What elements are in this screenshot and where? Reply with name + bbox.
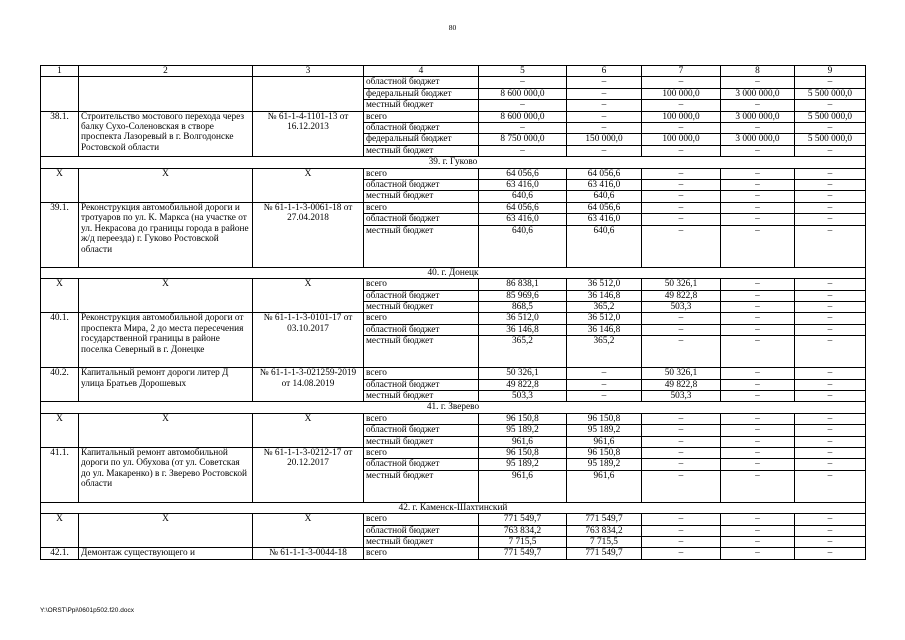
value-cell: 7 715,5	[567, 537, 642, 548]
value-cell: 49 822,8	[642, 290, 721, 301]
value-cell: –	[721, 225, 795, 267]
value-cell: 640,6	[567, 191, 642, 202]
column-number: 2	[79, 66, 253, 77]
value-cell: –	[721, 336, 795, 368]
table-row	[41, 202, 866, 213]
budget-label: всего	[364, 548, 479, 559]
value-cell: –	[642, 514, 721, 525]
column-number: 6	[567, 66, 642, 77]
value-cell: –	[642, 214, 721, 225]
value-cell: –	[721, 202, 795, 213]
value-cell: 868,5	[479, 301, 567, 312]
object-name: Капитальный ремонт автомобильной дороги по ул. Обухова (от ул. Советская до ул. Макаренко) в г. Зверево Ростовской области	[79, 447, 253, 502]
object-name: Строительство мостового перехода через балку Сухо-Соленовская в створе проспекта Лазоревый в г. Волгодонске Ростовской области	[79, 111, 253, 157]
value-cell: –	[795, 279, 866, 290]
value-cell: –	[642, 548, 721, 559]
value-cell: 64 056,6	[479, 168, 567, 179]
value-cell: –	[567, 390, 642, 401]
value-cell: –	[479, 145, 567, 156]
value-cell: –	[642, 447, 721, 458]
table-row	[41, 514, 866, 525]
budget-label: всего	[364, 368, 479, 379]
value-cell: –	[567, 88, 642, 99]
value-cell: –	[795, 202, 866, 213]
table-row	[41, 77, 866, 88]
value-cell: –	[721, 290, 795, 301]
value-cell: 100 000,0	[642, 88, 721, 99]
x-mark: Х	[253, 514, 364, 548]
budget-label: местный бюджет	[364, 191, 479, 202]
budget-label: федеральный бюджет	[364, 134, 479, 145]
value-cell: –	[795, 514, 866, 525]
value-cell: 640,6	[567, 225, 642, 267]
financing-table	[40, 65, 866, 560]
budget-label: местный бюджет	[364, 301, 479, 312]
value-cell: –	[795, 470, 866, 502]
value-cell: 3 000 000,0	[721, 134, 795, 145]
value-cell: –	[642, 145, 721, 156]
value-cell: 50 326,1	[642, 368, 721, 379]
registration-number: № 61-1-4-1101-13 от 16.12.2013	[253, 111, 364, 157]
city-header-row	[41, 157, 866, 168]
value-cell: –	[479, 77, 567, 88]
value-cell: –	[795, 525, 866, 536]
value-cell: 36 146,8	[567, 290, 642, 301]
value-cell: 100 000,0	[642, 134, 721, 145]
value-cell: –	[721, 425, 795, 436]
value-cell: –	[795, 214, 866, 225]
value-cell: –	[795, 100, 866, 111]
value-cell: –	[721, 470, 795, 502]
value-cell: 503,3	[642, 301, 721, 312]
value-cell: 763 834,2	[479, 525, 567, 536]
value-cell: –	[642, 436, 721, 447]
value-cell: 63 416,0	[567, 214, 642, 225]
value-cell: –	[642, 202, 721, 213]
table-row	[41, 111, 866, 122]
budget-label: областной бюджет	[364, 180, 479, 191]
value-cell: –	[567, 145, 642, 156]
value-cell: –	[795, 290, 866, 301]
value-cell: 8 600 000,0	[479, 111, 567, 122]
value-cell: –	[721, 301, 795, 312]
value-cell: –	[721, 447, 795, 458]
value-cell: –	[642, 336, 721, 368]
value-cell: –	[795, 168, 866, 179]
value-cell: 5 500 000,0	[795, 88, 866, 99]
value-cell: 771 549,7	[567, 548, 642, 559]
value-cell: –	[795, 379, 866, 390]
value-cell: 36 512,0	[567, 279, 642, 290]
budget-label: всего	[364, 202, 479, 213]
value-cell: –	[721, 123, 795, 134]
value-cell: –	[642, 470, 721, 502]
registration-number: № 61-1-1-3-0061-18 от 27.04.2018	[253, 202, 364, 267]
x-mark: Х	[253, 168, 364, 202]
x-mark: Х	[79, 168, 253, 202]
value-cell: –	[795, 145, 866, 156]
value-cell: 95 189,2	[567, 425, 642, 436]
value-cell: –	[479, 100, 567, 111]
value-cell: –	[642, 313, 721, 324]
value-cell: –	[721, 168, 795, 179]
value-cell: 365,2	[567, 336, 642, 368]
value-cell: –	[479, 123, 567, 134]
value-cell: 86 838,1	[479, 279, 567, 290]
value-cell: –	[642, 425, 721, 436]
x-mark: Х	[41, 514, 79, 548]
item-number: 42.1.	[41, 548, 79, 559]
budget-label: всего	[364, 447, 479, 458]
budget-label: всего	[364, 279, 479, 290]
value-cell: 640,6	[479, 225, 567, 267]
value-cell: –	[721, 77, 795, 88]
value-cell: –	[721, 459, 795, 470]
value-cell: –	[795, 459, 866, 470]
value-cell: –	[795, 77, 866, 88]
value-cell: 150 000,0	[567, 134, 642, 145]
value-cell: –	[721, 525, 795, 536]
value-cell: –	[642, 413, 721, 424]
value-cell: 50 326,1	[479, 368, 567, 379]
city-header-row	[41, 267, 866, 278]
empty-cell	[253, 77, 364, 111]
value-cell: 63 416,0	[567, 180, 642, 191]
value-cell: –	[567, 100, 642, 111]
budget-label: всего	[364, 413, 479, 424]
value-cell: –	[721, 390, 795, 401]
column-number: 5	[479, 66, 567, 77]
value-cell: –	[567, 123, 642, 134]
object-name: Капитальный ремонт дороги литер Д улица Братьев Дорошевых	[79, 368, 253, 402]
value-cell: –	[721, 313, 795, 324]
value-cell: –	[795, 537, 866, 548]
budget-label: областной бюджет	[364, 123, 479, 134]
value-cell: –	[721, 191, 795, 202]
budget-label: областной бюджет	[364, 379, 479, 390]
value-cell: 8 750 000,0	[479, 134, 567, 145]
city-title: 41. г. Зверево	[41, 402, 866, 413]
value-cell: 503,3	[479, 390, 567, 401]
value-cell: –	[721, 368, 795, 379]
empty-cell	[41, 77, 79, 111]
value-cell: –	[721, 214, 795, 225]
value-cell: 96 150,8	[479, 447, 567, 458]
value-cell: 771 549,7	[567, 514, 642, 525]
value-cell: –	[567, 111, 642, 122]
x-mark: Х	[79, 413, 253, 447]
value-cell: –	[642, 123, 721, 134]
page-number: 80	[448, 23, 457, 32]
value-cell: 96 150,8	[567, 447, 642, 458]
value-cell: –	[795, 301, 866, 312]
budget-label: областной бюджет	[364, 290, 479, 301]
value-cell: –	[721, 324, 795, 335]
value-cell: 771 549,7	[479, 548, 567, 559]
value-cell: –	[721, 180, 795, 191]
value-cell: –	[795, 390, 866, 401]
budget-label: местный бюджет	[364, 145, 479, 156]
value-cell: –	[795, 436, 866, 447]
value-cell: –	[567, 368, 642, 379]
budget-label: областной бюджет	[364, 425, 479, 436]
value-cell: –	[795, 336, 866, 368]
value-cell: –	[642, 459, 721, 470]
object-name: Реконструкция автомобильной дороги и тротуаров по ул. К. Маркса (на участке от ул. Некрасова до границы города в районе ж/д переезда) г. Гуково Ростовской области	[79, 202, 253, 267]
budget-label: федеральный бюджет	[364, 88, 479, 99]
value-cell: –	[721, 379, 795, 390]
value-cell: –	[795, 413, 866, 424]
value-cell: –	[721, 279, 795, 290]
column-number: 8	[721, 66, 795, 77]
city-title: 42. г. Каменск-Шахтинский	[41, 502, 866, 513]
value-cell: 96 150,8	[479, 413, 567, 424]
value-cell: 3 000 000,0	[721, 111, 795, 122]
budget-label: всего	[364, 168, 479, 179]
budget-label: областной бюджет	[364, 525, 479, 536]
value-cell: 503,3	[642, 390, 721, 401]
value-cell: 771 549,7	[479, 514, 567, 525]
value-cell: 640,6	[479, 191, 567, 202]
value-cell: –	[642, 168, 721, 179]
value-cell: –	[642, 225, 721, 267]
value-cell: –	[642, 100, 721, 111]
value-cell: 49 822,8	[642, 379, 721, 390]
registration-number: № 61-1-1-3-0044-18	[253, 548, 364, 559]
x-mark: Х	[253, 279, 364, 313]
value-cell: –	[567, 77, 642, 88]
value-cell: –	[795, 123, 866, 134]
value-cell: –	[795, 447, 866, 458]
table-row	[41, 548, 866, 559]
city-header-row	[41, 502, 866, 513]
column-number: 1	[41, 66, 79, 77]
budget-label: местный бюджет	[364, 470, 479, 502]
registration-number: № 61-1-1-3-0212-17 от 20.12.2017	[253, 447, 364, 502]
value-cell: 961,6	[567, 436, 642, 447]
table-row	[41, 279, 866, 290]
value-cell: 49 822,8	[479, 379, 567, 390]
budget-label: местный бюджет	[364, 336, 479, 368]
value-cell: 36 146,8	[567, 324, 642, 335]
value-cell: 3 000 000,0	[721, 88, 795, 99]
x-mark: Х	[41, 413, 79, 447]
budget-label: местный бюджет	[364, 537, 479, 548]
item-number: 40.1.	[41, 313, 79, 368]
file-path-footer: Y:\ORST\Ppi\0601p502.f20.docx	[40, 607, 134, 614]
object-name: Реконструкция автомобильной дороги от проспекта Мира, 2 до места пересечения государственной границы в районе поселка Северный в г. Донецке	[79, 313, 253, 368]
value-cell: 763 834,2	[567, 525, 642, 536]
city-header-row	[41, 402, 866, 413]
item-number: 38.1.	[41, 111, 79, 157]
value-cell: –	[795, 324, 866, 335]
object-name: Демонтаж существующего и	[79, 548, 253, 559]
value-cell: 365,2	[567, 301, 642, 312]
budget-label: местный бюджет	[364, 436, 479, 447]
value-cell: –	[721, 413, 795, 424]
column-number: 7	[642, 66, 721, 77]
value-cell: 95 189,2	[479, 459, 567, 470]
value-cell: –	[642, 537, 721, 548]
value-cell: –	[721, 145, 795, 156]
value-cell: –	[642, 77, 721, 88]
value-cell: –	[795, 368, 866, 379]
budget-label: местный бюджет	[364, 100, 479, 111]
budget-label: областной бюджет	[364, 459, 479, 470]
city-title: 40. г. Донецк	[41, 267, 866, 278]
x-mark: Х	[41, 168, 79, 202]
empty-cell	[79, 77, 253, 111]
value-cell: 96 150,8	[567, 413, 642, 424]
budget-label: всего	[364, 313, 479, 324]
budget-label: всего	[364, 111, 479, 122]
item-number: 41.1.	[41, 447, 79, 502]
value-cell: –	[721, 537, 795, 548]
budget-label: областной бюджет	[364, 214, 479, 225]
budget-label: всего	[364, 514, 479, 525]
budget-label: местный бюджет	[364, 390, 479, 401]
value-cell: 64 056,6	[479, 202, 567, 213]
budget-label: областной бюджет	[364, 324, 479, 335]
x-mark: Х	[79, 514, 253, 548]
column-number: 4	[364, 66, 479, 77]
value-cell: 5 500 000,0	[795, 134, 866, 145]
value-cell: –	[567, 379, 642, 390]
value-cell: 36 146,8	[479, 324, 567, 335]
value-cell: 63 416,0	[479, 214, 567, 225]
value-cell: 64 056,6	[567, 202, 642, 213]
table-row	[41, 413, 866, 424]
value-cell: 100 000,0	[642, 111, 721, 122]
value-cell: 50 326,1	[642, 279, 721, 290]
value-cell: –	[795, 180, 866, 191]
x-mark: Х	[253, 413, 364, 447]
item-number: 40.2.	[41, 368, 79, 402]
value-cell: –	[795, 225, 866, 267]
value-cell: 95 189,2	[479, 425, 567, 436]
value-cell: 365,2	[479, 336, 567, 368]
table-row	[41, 168, 866, 179]
value-cell: –	[721, 436, 795, 447]
value-cell: –	[642, 525, 721, 536]
column-number: 9	[795, 66, 866, 77]
value-cell: 36 512,0	[479, 313, 567, 324]
x-mark: Х	[41, 279, 79, 313]
value-cell: 5 500 000,0	[795, 111, 866, 122]
value-cell: –	[795, 191, 866, 202]
value-cell: –	[642, 191, 721, 202]
value-cell: 95 189,2	[567, 459, 642, 470]
x-mark: Х	[79, 279, 253, 313]
value-cell: –	[721, 100, 795, 111]
value-cell: –	[795, 313, 866, 324]
value-cell: 85 969,6	[479, 290, 567, 301]
value-cell: 8 600 000,0	[479, 88, 567, 99]
item-number: 39.1.	[41, 202, 79, 267]
value-cell: –	[642, 324, 721, 335]
value-cell: –	[721, 514, 795, 525]
city-title: 39. г. Гуково	[41, 157, 866, 168]
column-number: 3	[253, 66, 364, 77]
value-cell: –	[721, 548, 795, 559]
value-cell: 63 416,0	[479, 180, 567, 191]
budget-label: местный бюджет	[364, 225, 479, 267]
value-cell: –	[642, 180, 721, 191]
registration-number: № 61-1-1-3-0101-17 от 03.10.2017	[253, 313, 364, 368]
registration-number: № 61-1-1-3-021259-2019 от 14.08.2019	[253, 368, 364, 402]
value-cell: 961,6	[567, 470, 642, 502]
value-cell: 36 512,0	[567, 313, 642, 324]
value-cell: 7 715,5	[479, 537, 567, 548]
budget-label: областной бюджет	[364, 77, 479, 88]
column-number-row	[41, 66, 866, 77]
value-cell: –	[795, 548, 866, 559]
table-row	[41, 313, 866, 324]
value-cell: 961,6	[479, 470, 567, 502]
table-row	[41, 368, 866, 379]
value-cell: 64 056,6	[567, 168, 642, 179]
table-row	[41, 447, 866, 458]
value-cell: 961,6	[479, 436, 567, 447]
value-cell: –	[795, 425, 866, 436]
